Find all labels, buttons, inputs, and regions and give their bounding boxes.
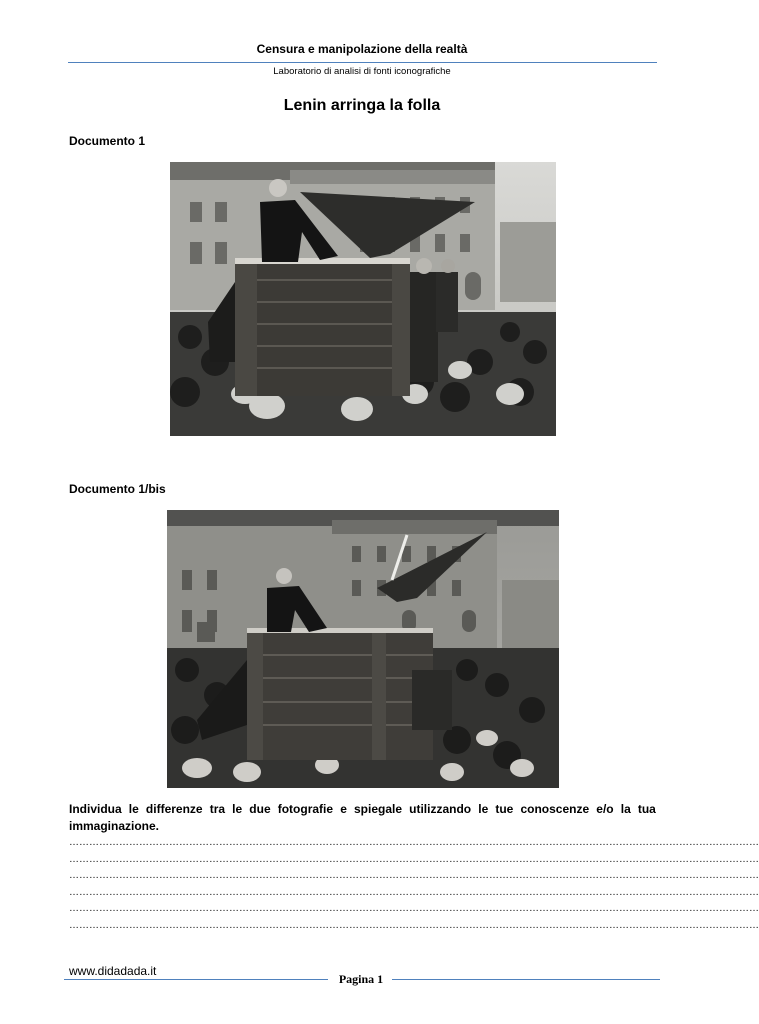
question-word: le — [232, 802, 243, 816]
question-word: la — [620, 802, 631, 816]
question-text — [69, 801, 656, 835]
question-word: conoscenze — [520, 802, 590, 816]
document-1bis-label: Documento 1/bis — [69, 482, 166, 496]
header-subtitle: Laboratorio di analisi di fonti iconografiche — [273, 66, 451, 77]
header-divider — [68, 62, 657, 63]
question-word: e/o — [596, 802, 614, 816]
question-word: le — [128, 802, 139, 816]
question-word: e — [340, 802, 347, 816]
question-word: tua — [637, 802, 656, 816]
question-word: fotografie — [277, 802, 334, 816]
answer-line: ……………………………………………………………………………………………………………………………………………………………………………………… — [69, 870, 759, 881]
question-word: utilizzando — [409, 802, 472, 816]
answer-line: ……………………………………………………………………………………………………………………………………………………………………………………… — [69, 853, 759, 865]
answer-line: ……………………………………………………………………………………………………………………………………………………………………………………… — [69, 919, 759, 931]
answer-line: ……………………………………………………………………………………………………………………………………………………………………………………… — [69, 903, 759, 914]
answer-line: ……………………………………………………………………………………………………………………………………………………………………………………… — [69, 886, 759, 898]
question-word: tra — [209, 802, 226, 816]
photo-lenin-retouched — [167, 510, 559, 788]
question-line-1 — [69, 801, 656, 818]
answer-lines — [69, 835, 759, 934]
footer-divider-right — [392, 979, 660, 980]
header-title: Censura e manipolazione della realtà — [256, 42, 468, 56]
question-word: tue — [495, 802, 514, 816]
question-word: due — [249, 802, 271, 816]
document-1-photo — [170, 162, 556, 436]
question-word: spiegale — [353, 802, 403, 816]
document-1bis-photo — [167, 510, 559, 788]
answer-line: ……………………………………………………………………………………………………………………………………………………………………………………… — [69, 837, 759, 848]
footer-website: www.didadada.it — [69, 964, 157, 978]
footer-page-number: Pagina 1 — [338, 972, 384, 986]
footer-divider-left — [64, 979, 328, 980]
page-title: Lenin arringa la folla — [283, 97, 441, 114]
question-line-2: immaginazione. — [69, 819, 160, 833]
document-1-label: Documento 1 — [69, 134, 146, 148]
question-word: Individua — [69, 802, 122, 816]
question-word: differenze — [145, 802, 203, 816]
photo-lenin-with-trotsky — [170, 162, 556, 436]
question-word: le — [478, 802, 489, 816]
